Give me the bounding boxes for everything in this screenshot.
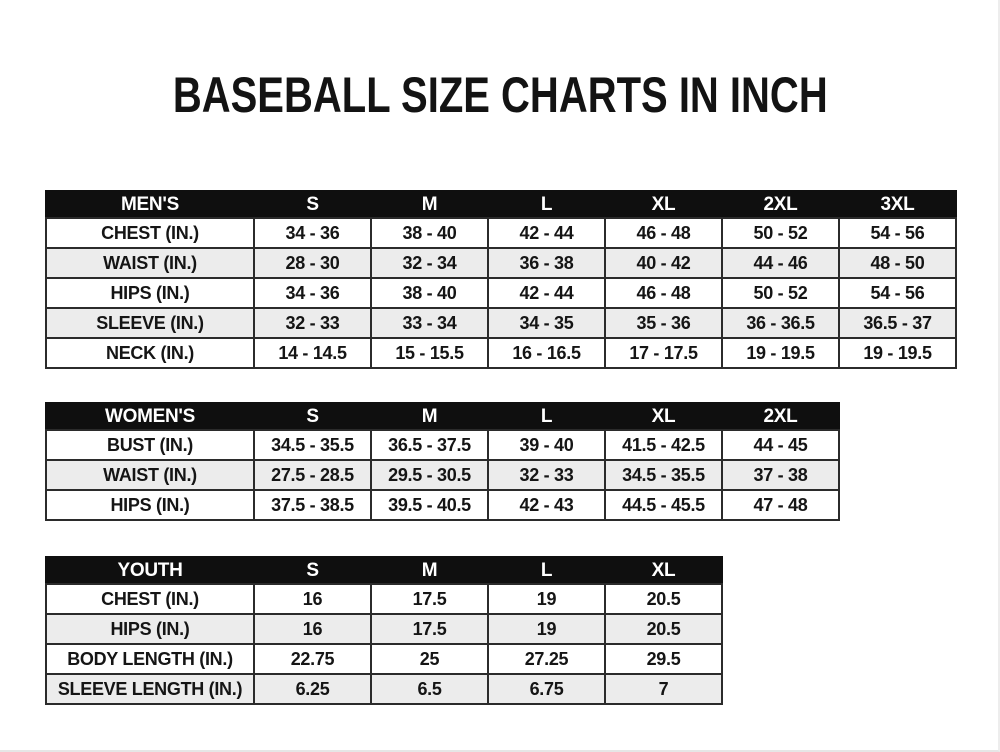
table-row bbox=[46, 644, 722, 674]
size-header-cell: S bbox=[254, 403, 371, 430]
size-value-cell: 34 - 35 bbox=[488, 308, 605, 338]
row-label: WAIST (IN.) bbox=[46, 460, 254, 490]
size-header-cell: L bbox=[488, 403, 605, 430]
size-value-cell: 44 - 45 bbox=[722, 430, 839, 460]
table-title-cell: MEN'S bbox=[46, 191, 254, 218]
size-value-cell: 34.5 - 35.5 bbox=[254, 430, 371, 460]
page-title bbox=[0, 67, 1000, 123]
size-value-cell: 29.5 - 30.5 bbox=[371, 460, 488, 490]
size-header-cell: 2XL bbox=[722, 403, 839, 430]
table-title-cell: YOUTH bbox=[46, 557, 254, 584]
size-value-cell: 37.5 - 38.5 bbox=[254, 490, 371, 520]
size-value-cell: 38 - 40 bbox=[371, 218, 488, 248]
womens-table-grid bbox=[45, 402, 840, 521]
table-row bbox=[46, 248, 956, 278]
table-row bbox=[46, 584, 722, 614]
size-value-cell: 34 - 36 bbox=[254, 278, 371, 308]
size-value-cell: 32 - 33 bbox=[488, 460, 605, 490]
size-value-cell: 19 bbox=[488, 614, 605, 644]
size-value-cell: 39.5 - 40.5 bbox=[371, 490, 488, 520]
youth-table-grid bbox=[45, 556, 723, 705]
size-header-cell: S bbox=[254, 557, 371, 584]
size-value-cell: 47 - 48 bbox=[722, 490, 839, 520]
size-value-cell: 38 - 40 bbox=[371, 278, 488, 308]
size-header-cell: XL bbox=[605, 191, 722, 218]
size-value-cell: 36 - 38 bbox=[488, 248, 605, 278]
youth-size-table bbox=[45, 556, 723, 705]
size-value-cell: 17.5 bbox=[371, 614, 488, 644]
row-label: HIPS (IN.) bbox=[46, 278, 254, 308]
mens-size-table bbox=[45, 190, 957, 369]
table-row bbox=[46, 614, 722, 644]
size-value-cell: 20.5 bbox=[605, 584, 722, 614]
size-header-cell: M bbox=[371, 557, 488, 584]
size-header-cell: 2XL bbox=[722, 191, 839, 218]
table-row bbox=[46, 490, 839, 520]
size-value-cell: 32 - 34 bbox=[371, 248, 488, 278]
size-value-cell: 7 bbox=[605, 674, 722, 704]
size-value-cell: 41.5 - 42.5 bbox=[605, 430, 722, 460]
size-header-cell: M bbox=[371, 403, 488, 430]
size-value-cell: 19 - 19.5 bbox=[722, 338, 839, 368]
table-header-row bbox=[46, 403, 839, 430]
size-value-cell: 37 - 38 bbox=[722, 460, 839, 490]
size-value-cell: 42 - 44 bbox=[488, 278, 605, 308]
size-value-cell: 6.75 bbox=[488, 674, 605, 704]
size-value-cell: 19 bbox=[488, 584, 605, 614]
row-label: HIPS (IN.) bbox=[46, 490, 254, 520]
size-value-cell: 27.25 bbox=[488, 644, 605, 674]
size-value-cell: 46 - 48 bbox=[605, 278, 722, 308]
size-value-cell: 25 bbox=[371, 644, 488, 674]
size-header-cell: L bbox=[488, 557, 605, 584]
row-label: BUST (IN.) bbox=[46, 430, 254, 460]
size-value-cell: 36 - 36.5 bbox=[722, 308, 839, 338]
size-value-cell: 28 - 30 bbox=[254, 248, 371, 278]
row-label: SLEEVE LENGTH (IN.) bbox=[46, 674, 254, 704]
row-label: WAIST (IN.) bbox=[46, 248, 254, 278]
size-value-cell: 29.5 bbox=[605, 644, 722, 674]
size-value-cell: 19 - 19.5 bbox=[839, 338, 956, 368]
size-value-cell: 35 - 36 bbox=[605, 308, 722, 338]
table-row bbox=[46, 278, 956, 308]
size-value-cell: 36.5 - 37.5 bbox=[371, 430, 488, 460]
size-value-cell: 33 - 34 bbox=[371, 308, 488, 338]
size-value-cell: 44.5 - 45.5 bbox=[605, 490, 722, 520]
size-value-cell: 40 - 42 bbox=[605, 248, 722, 278]
size-value-cell: 15 - 15.5 bbox=[371, 338, 488, 368]
size-value-cell: 54 - 56 bbox=[839, 218, 956, 248]
page-title-text: BASEBALL SIZE CHARTS IN INCH bbox=[172, 67, 828, 123]
table-title-cell: WOMEN'S bbox=[46, 403, 254, 430]
row-label: SLEEVE (IN.) bbox=[46, 308, 254, 338]
row-label: BODY LENGTH (IN.) bbox=[46, 644, 254, 674]
size-value-cell: 16 bbox=[254, 584, 371, 614]
size-header-cell: L bbox=[488, 191, 605, 218]
size-value-cell: 42 - 44 bbox=[488, 218, 605, 248]
size-header-cell: 3XL bbox=[839, 191, 956, 218]
size-header-cell: XL bbox=[605, 403, 722, 430]
size-value-cell: 50 - 52 bbox=[722, 278, 839, 308]
size-value-cell: 20.5 bbox=[605, 614, 722, 644]
size-value-cell: 46 - 48 bbox=[605, 218, 722, 248]
size-value-cell: 44 - 46 bbox=[722, 248, 839, 278]
row-label: CHEST (IN.) bbox=[46, 584, 254, 614]
size-header-cell: XL bbox=[605, 557, 722, 584]
size-value-cell: 22.75 bbox=[254, 644, 371, 674]
size-value-cell: 6.5 bbox=[371, 674, 488, 704]
size-value-cell: 34 - 36 bbox=[254, 218, 371, 248]
row-label: NECK (IN.) bbox=[46, 338, 254, 368]
size-value-cell: 36.5 - 37 bbox=[839, 308, 956, 338]
size-value-cell: 50 - 52 bbox=[722, 218, 839, 248]
size-value-cell: 14 - 14.5 bbox=[254, 338, 371, 368]
size-value-cell: 17.5 bbox=[371, 584, 488, 614]
size-value-cell: 17 - 17.5 bbox=[605, 338, 722, 368]
table-row bbox=[46, 218, 956, 248]
size-value-cell: 39 - 40 bbox=[488, 430, 605, 460]
size-header-cell: M bbox=[371, 191, 488, 218]
size-value-cell: 16 - 16.5 bbox=[488, 338, 605, 368]
size-value-cell: 48 - 50 bbox=[839, 248, 956, 278]
size-header-cell: S bbox=[254, 191, 371, 218]
size-value-cell: 34.5 - 35.5 bbox=[605, 460, 722, 490]
size-value-cell: 42 - 43 bbox=[488, 490, 605, 520]
row-label: CHEST (IN.) bbox=[46, 218, 254, 248]
size-value-cell: 32 - 33 bbox=[254, 308, 371, 338]
table-header-row bbox=[46, 191, 956, 218]
table-row bbox=[46, 308, 956, 338]
table-row bbox=[46, 674, 722, 704]
size-value-cell: 6.25 bbox=[254, 674, 371, 704]
mens-table-grid bbox=[45, 190, 957, 369]
row-label: HIPS (IN.) bbox=[46, 614, 254, 644]
table-row bbox=[46, 430, 839, 460]
size-value-cell: 27.5 - 28.5 bbox=[254, 460, 371, 490]
size-value-cell: 16 bbox=[254, 614, 371, 644]
womens-size-table bbox=[45, 402, 840, 521]
table-row bbox=[46, 338, 956, 368]
table-row bbox=[46, 460, 839, 490]
table-header-row bbox=[46, 557, 722, 584]
size-value-cell: 54 - 56 bbox=[839, 278, 956, 308]
